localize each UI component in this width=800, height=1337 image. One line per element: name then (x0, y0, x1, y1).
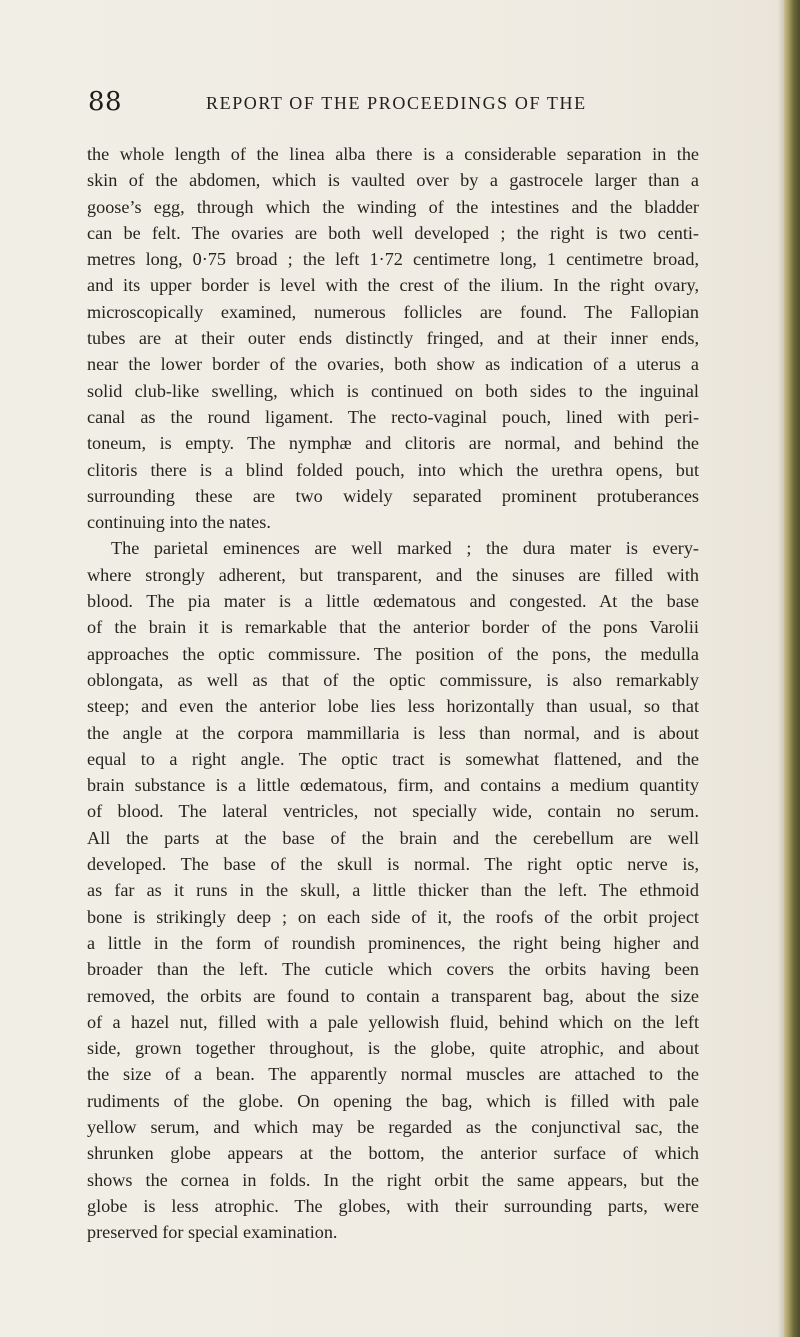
text-line: of a hazel nut, filled with a pale yellowish fluid, behind which on the left (87, 1011, 699, 1032)
text-line: oblongata, as well as that of the optic commissure, is also remarkably (87, 669, 699, 690)
text-line: where strongly adherent, but transparent, and the sinuses are filled with (87, 564, 699, 585)
page-header (88, 88, 728, 122)
text-line: The parietal eminences are well marked ; the dura mater is every- (111, 538, 699, 559)
text-line: can be felt. The ovaries are both well developed ; the right is two centi- (87, 222, 699, 243)
text-line: equal to a right angle. The optic tract is somewhat flattened, and the (87, 748, 699, 769)
text-line: and its upper border is level with the crest of the ilium. In the right ovary, (87, 275, 699, 296)
text-line: solid club-like swelling, which is continued on both sides to the inguinal (87, 380, 699, 401)
text-line: a little in the form of roundish prominences, the right being higher and (87, 932, 699, 953)
text-line: removed, the orbits are found to contain a transparent bag, about the size (87, 985, 699, 1006)
text-line: brain substance is a little œdematous, firm, and contains a medium quantity (87, 775, 699, 796)
text-line: tubes are at their outer ends distinctly fringed, and at their inner ends, (87, 328, 699, 349)
text-line: microscopically examined, numerous follicles are found. The Fallopian (87, 301, 699, 322)
text-line: of blood. The lateral ventricles, not specially wide, contain no serum. (87, 801, 699, 822)
text-line: developed. The base of the skull is normal. The right optic nerve is, (87, 854, 699, 875)
body-text (87, 141, 699, 1245)
page-number: 88 (88, 87, 123, 117)
text-line: of the brain it is remarkable that the anterior border of the pons Varolii (87, 617, 699, 638)
text-line: the whole length of the linea alba there is a considerable separation in the (87, 144, 699, 164)
text-line: continuing into the nates. (87, 512, 271, 533)
text-line: bone is strikingly deep ; on each side of it, the roofs of the orbit project (87, 906, 699, 927)
text-line: canal as the round ligament. The recto-vaginal pouch, lined with peri- (87, 406, 699, 427)
text-line: metres long, 0·75 broad ; the left 1·72 centimetre long, 1 centimetre broad, (87, 249, 699, 270)
running-head: REPORT OF THE PROCEEDINGS OF THE (206, 93, 587, 113)
text-line: clitoris there is a blind folded pouch, into which the urethra opens, but (87, 459, 699, 480)
text-line: All the parts at the base of the brain and the cerebellum are well (87, 827, 699, 848)
text-line: as far as it runs in the skull, a little thicker than the left. The ethmoid (87, 880, 699, 901)
text-line: shrunken globe appears at the bottom, the anterior surface of which (87, 1143, 699, 1164)
text-line: side, grown together throughout, is the globe, quite atrophic, and about (87, 1038, 699, 1059)
text-line: goose’s egg, through which the winding of the intestines and the bladder (87, 196, 699, 217)
text-line: toneum, is empty. The nymphæ and clitoris are normal, and behind the (87, 433, 699, 454)
text-line: approaches the optic commissure. The position of the pons, the medulla (87, 643, 699, 664)
text-line: rudiments of the globe. On opening the bag, which is filled with pale (87, 1090, 699, 1111)
page-edge (784, 0, 800, 1337)
text-line: steep; and even the anterior lobe lies less horizontally than usual, so that (87, 696, 699, 717)
text-line: blood. The pia mater is a little œdematous and congested. At the base (87, 591, 699, 612)
text-line: surrounding these are two widely separated prominent protuberances (87, 485, 699, 506)
text-line: the size of a bean. The apparently normal muscles are attached to the (87, 1064, 699, 1085)
text-line: broader than the left. The cuticle which covers the orbits having been (87, 959, 699, 980)
text-line: globe is less atrophic. The globes, with their surrounding parts, were (87, 1195, 699, 1216)
text-line: near the lower border of the ovaries, both show as indication of a uterus a (87, 354, 699, 375)
text-line: skin of the abdomen, which is vaulted over by a gastrocele larger than a (87, 170, 699, 191)
text-line: yellow serum, and which may be regarded as the conjunctival sac, the (87, 1116, 699, 1137)
text-line: preserved for special examination. (87, 1222, 338, 1243)
text-line: shows the cornea in folds. In the right orbit the same appears, but the (87, 1169, 699, 1190)
text-line: the angle at the corpora mammillaria is less than normal, and is about (87, 722, 699, 743)
